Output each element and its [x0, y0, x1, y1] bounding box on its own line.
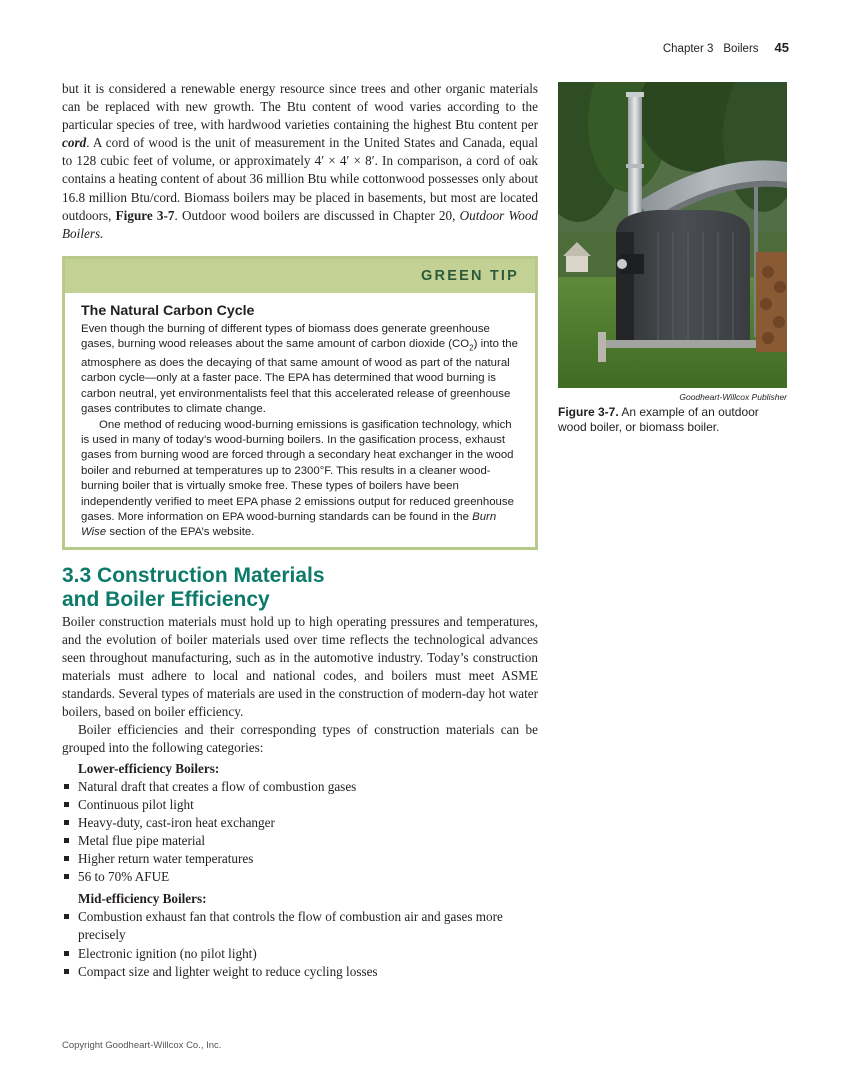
boiler-photo-illustration [558, 82, 787, 388]
green-tip-header [65, 259, 535, 293]
list-item: Heavy-duty, cast-iron heat exchanger [62, 814, 538, 832]
list-item: 56 to 70% AFUE [62, 868, 538, 886]
section-heading [62, 564, 538, 613]
green-tip-paragraph-2: One method of reducing wood-burning emissions is gasification technology, which is used in many of today’s wood-burning boilers. In the gasification process, exhaust gases from burning wood are forced through a secondary heat exchanger in the wood boiler and reburned at temperatures up to 2300°F. This results in a cleaner wood-burning boiler that is virtually smoke free. These types of boilers have been independently verified to meet EPA phase 2 emissions output for reduced greenhouse gases. More information on EPA wood-burning standards can be found in the Burn Wise section of the EPA’s website. [81, 418, 514, 539]
section-paragraph-1: Boiler construction materials must hold up to high operating pressures and temperatures, and the evolution of boiler materials used over time reflects the technological advances seen throughout manufacturing, such as in the automotive industry. Today’s construction materials must adhere to local and national codes, and boilers must meet ASME standards. Several types of materials are used in the construction of modern-day hot water boilers, based on boiler efficiency. [62, 613, 538, 720]
green-tip-label: GREEN TIP [421, 267, 519, 284]
section-paragraph-2: Boiler efficiencies and their corresponding types of construction materials can be grouped into the following categories: [62, 722, 538, 756]
efficiency-list-mid [62, 890, 538, 980]
running-head-title: Boilers [723, 43, 759, 55]
figure-label: Figure 3-7. [558, 405, 619, 419]
bullet-list-lower [62, 778, 538, 887]
figure-caption-text: An example of an outdoor wood boiler, or biomass boiler. [558, 405, 759, 434]
running-head-chapter: Chapter 3 [662, 43, 714, 55]
list-item: Higher return water temperatures [62, 850, 538, 868]
section-heading-line-2: and Boiler Efficiency [62, 588, 270, 612]
list-item: Metal flue pipe material [62, 832, 538, 850]
list-item: Combustion exhaust fan that controls the flow of combustion air and gases more precisely [62, 908, 538, 944]
figure-outdoor-wood-boiler-photo [558, 82, 787, 388]
list-item: Electronic ignition (no pilot light) [62, 945, 538, 963]
efficiency-list-lower [62, 760, 538, 887]
main-column [62, 80, 538, 981]
green-tip-box [62, 256, 538, 550]
figure-caption [558, 405, 790, 435]
list-item: Compact size and lighter weight to reduce cycling losses [62, 963, 538, 981]
list-item: Natural draft that creates a flow of combustion gases [62, 778, 538, 796]
bullet-list-mid [62, 908, 538, 980]
body-paragraph-1: but it is considered a renewable energy resource since trees and other organic materials can be replaced with new growth. The Btu content of wood varies according to the particular species of tree, with hardwood varieties containing the highest Btu content per cord. A cord of wood is the unit of measurement in the United States and Canada, equal to 128 cubic feet of volume, or approximately 4′ × 4′ × 8′. In comparison, a cord of oak contains a heating content of about 36 million Btu while cottonwood possesses only about 16.8 million Btu/cord. Biomass boilers may be placed in basements, but most are located outdoors, Figure 3-7. Outdoor wood boilers are discussed in Chapter 20, Outdoor Wood Boilers. [62, 81, 539, 241]
figure-credit: Goodheart-Willcox Publisher [679, 392, 787, 402]
green-tip-body [65, 293, 535, 547]
list-heading-mid: Mid-efficiency Boilers: [78, 891, 207, 907]
green-tip-title: The Natural Carbon Cycle [81, 302, 255, 319]
list-heading-lower: Lower-efficiency Boilers: [78, 760, 220, 776]
page-number: 45 [774, 40, 789, 55]
running-head [663, 40, 789, 55]
green-tip-paragraph-1: Even though the burning of different types of biomass does generate greenhouse gases, burning wood releases about the same amount of carbon dioxide $(CO_2)$ into the atmosphere as does the decaying of that same amount of wood as part of the natural carbon cycle—only at a faster pace. The EPA has determined that wood burning is carbon neutral, yet environmentalists feel that this accelerated release of greenhouse gases contributes to climate change. [81, 322, 518, 416]
list-item: Continuous pilot light [62, 796, 538, 814]
copyright-footer: Copyright Goodheart-Willcox Co., Inc. [62, 1040, 222, 1051]
section-heading-line-1: 3.3 Construction Materials [62, 563, 325, 587]
